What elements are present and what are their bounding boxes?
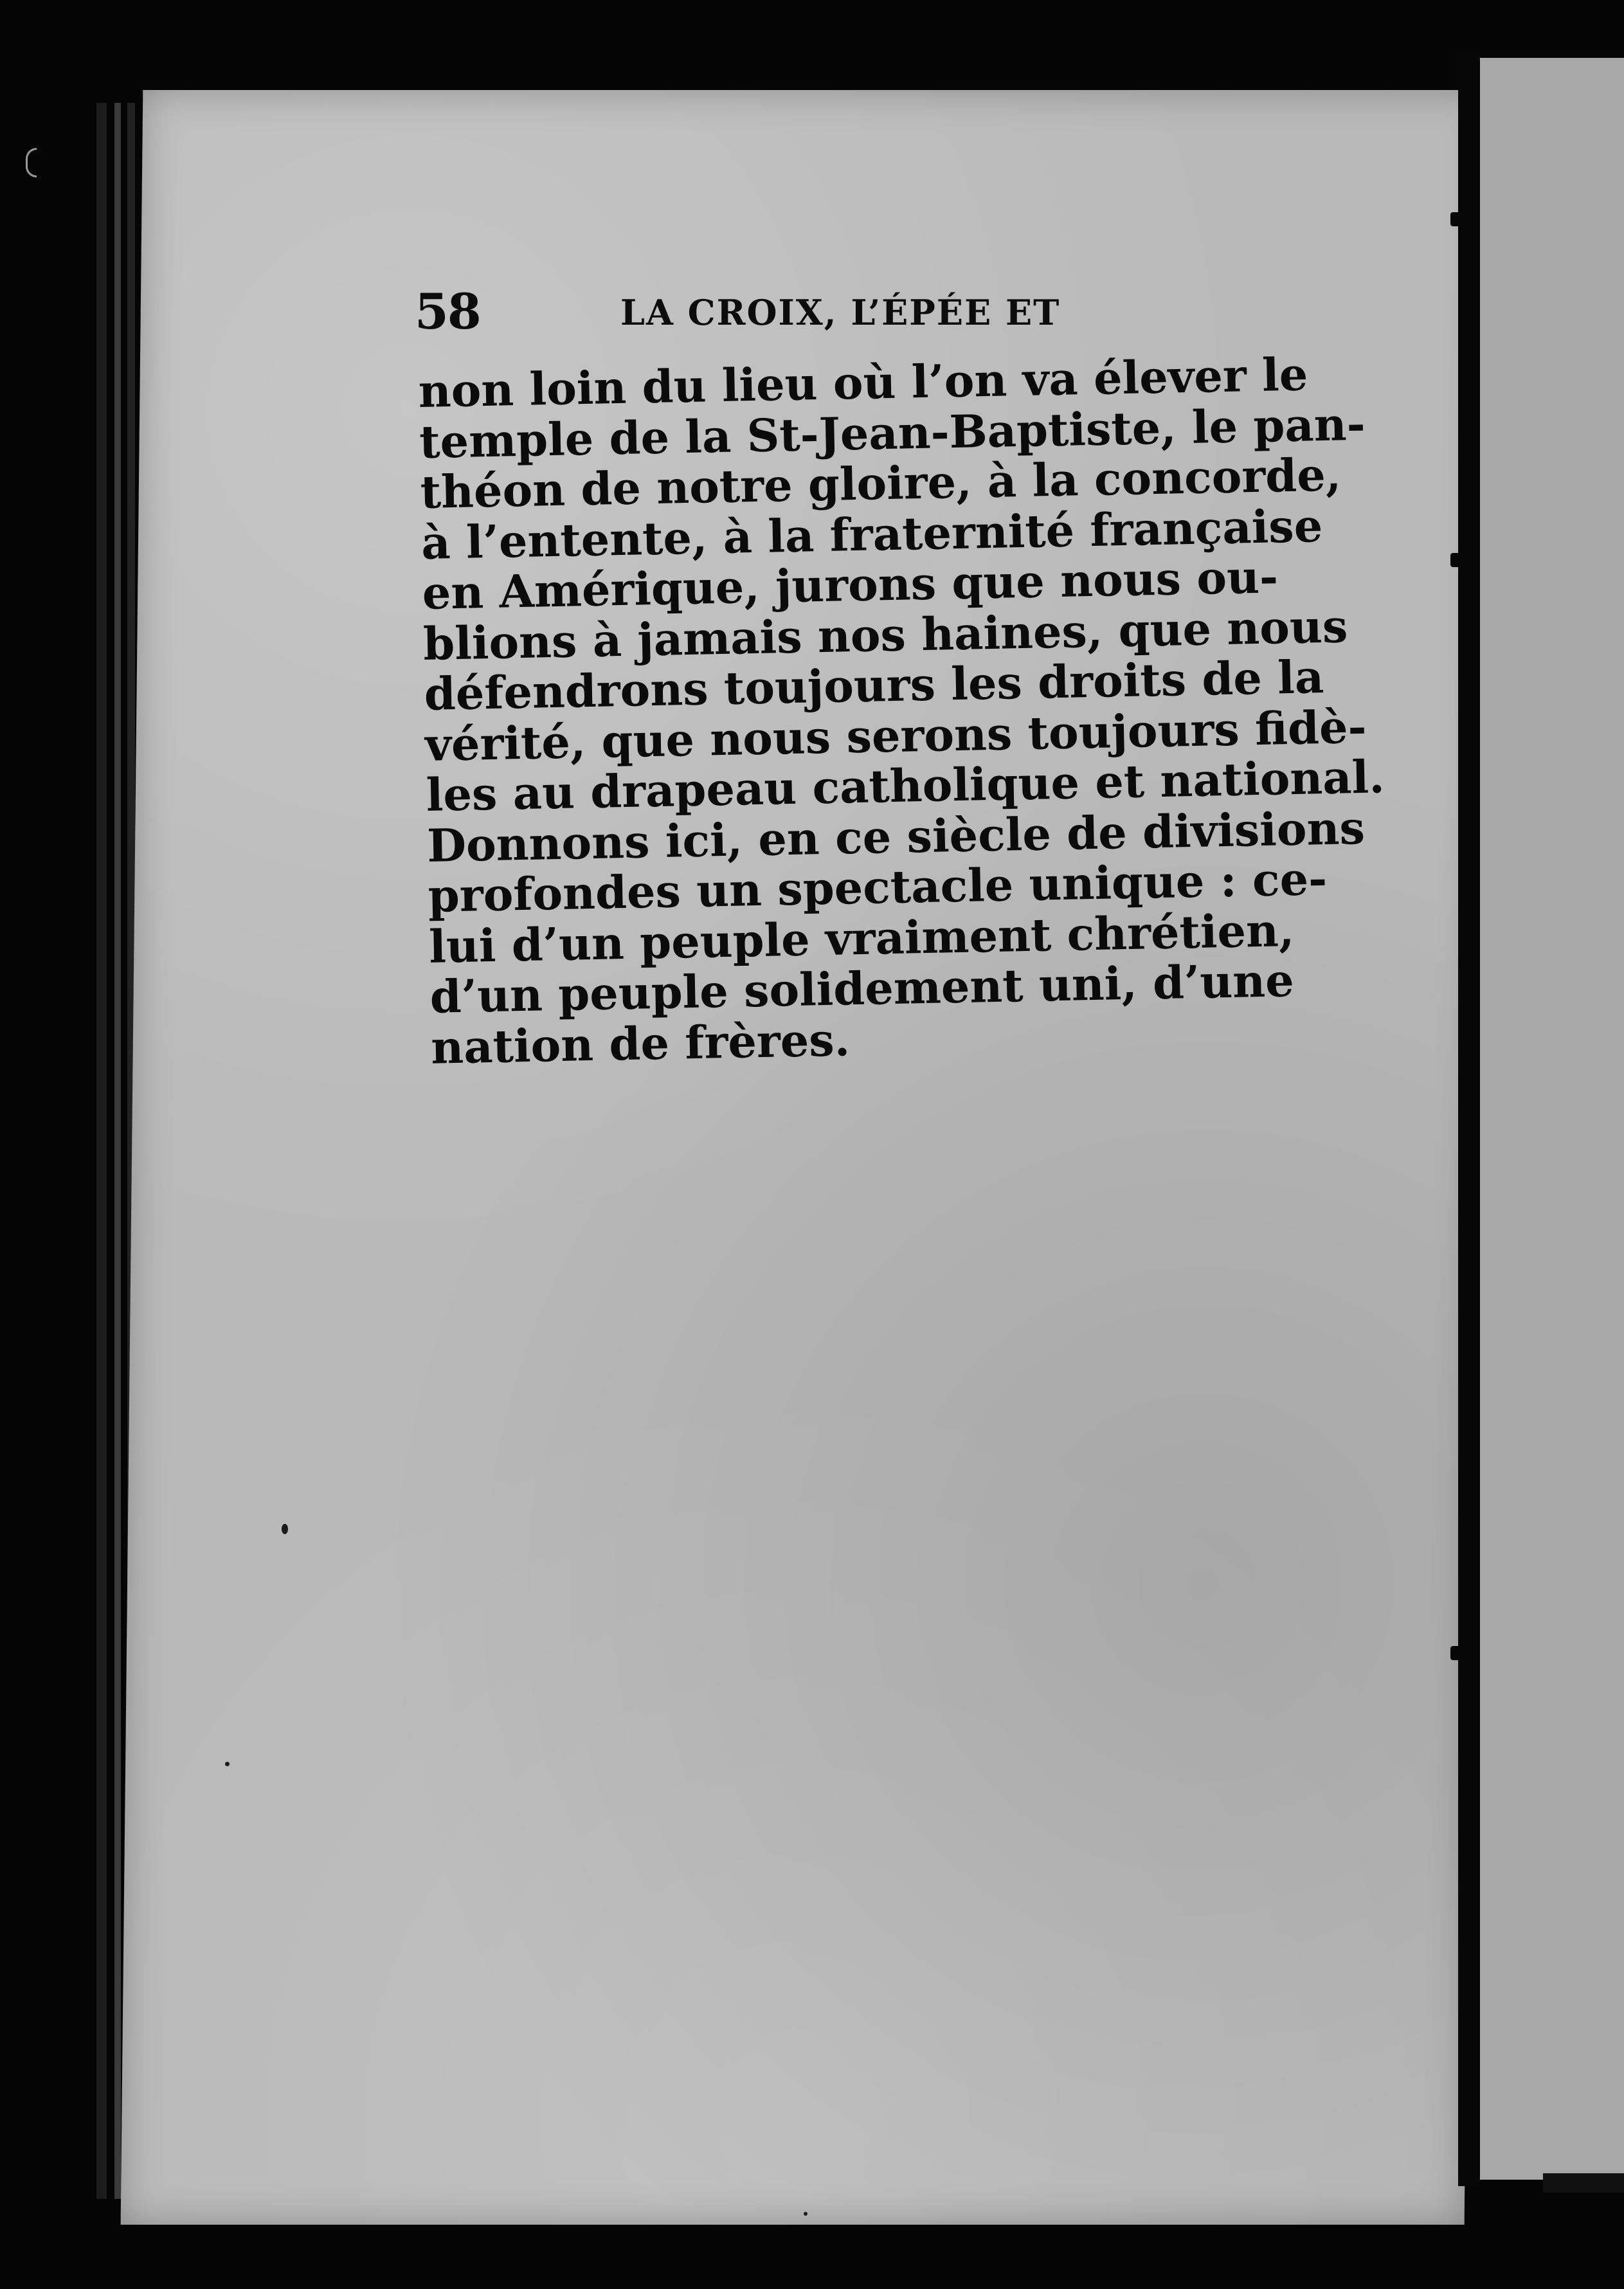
text-line: temple de la St-Jean-Baptiste, le pan-	[419, 397, 1366, 469]
text-line: profondes un spectacle unique : ce-	[428, 852, 1328, 923]
edge-mark	[26, 148, 37, 177]
text-line: Donnons ici, en ce siècle de divisions	[426, 801, 1366, 873]
text-line: d’un peuple solidement uni, d’une	[429, 954, 1295, 1024]
page-number: 58	[415, 283, 480, 340]
text-line: les au drapeau catholique et national.	[425, 750, 1385, 822]
gutter-mark	[1450, 1646, 1465, 1660]
book-edge	[114, 103, 121, 2199]
book-edge	[96, 103, 107, 2199]
text-line: blions à jamais nos haines, que nous	[422, 599, 1348, 671]
gutter-mark	[1450, 212, 1465, 226]
facing-page-edge	[1480, 58, 1624, 2180]
ink-speck	[225, 1762, 230, 1766]
ink-speck	[282, 1524, 288, 1534]
page-gutter	[1458, 51, 1480, 2186]
text-line: nation de frères.	[430, 1012, 851, 1074]
text-line: non loin du lieu où l’on va élever le	[417, 347, 1308, 418]
scan-border	[1543, 2173, 1624, 2193]
text-line: vérité, que nous serons toujours fidè-	[424, 700, 1367, 772]
gutter-mark	[1450, 553, 1465, 567]
page-header	[415, 283, 1122, 340]
text-line: lui d’un peuple vraiment chrétien,	[428, 903, 1295, 973]
text-line: en Amérique, jurons que nous ou-	[421, 550, 1279, 620]
running-head: LA CROIX, L’ÉPÉE ET	[620, 292, 1061, 333]
ink-speck	[804, 2212, 807, 2216]
text-line: théon de notre gloire, à la concorde,	[419, 448, 1342, 519]
text-line: à l’entente, à la fraternité française	[420, 498, 1323, 570]
text-line: défendrons toujours les droits de la	[423, 650, 1324, 721]
body-paragraph	[417, 347, 1385, 1074]
